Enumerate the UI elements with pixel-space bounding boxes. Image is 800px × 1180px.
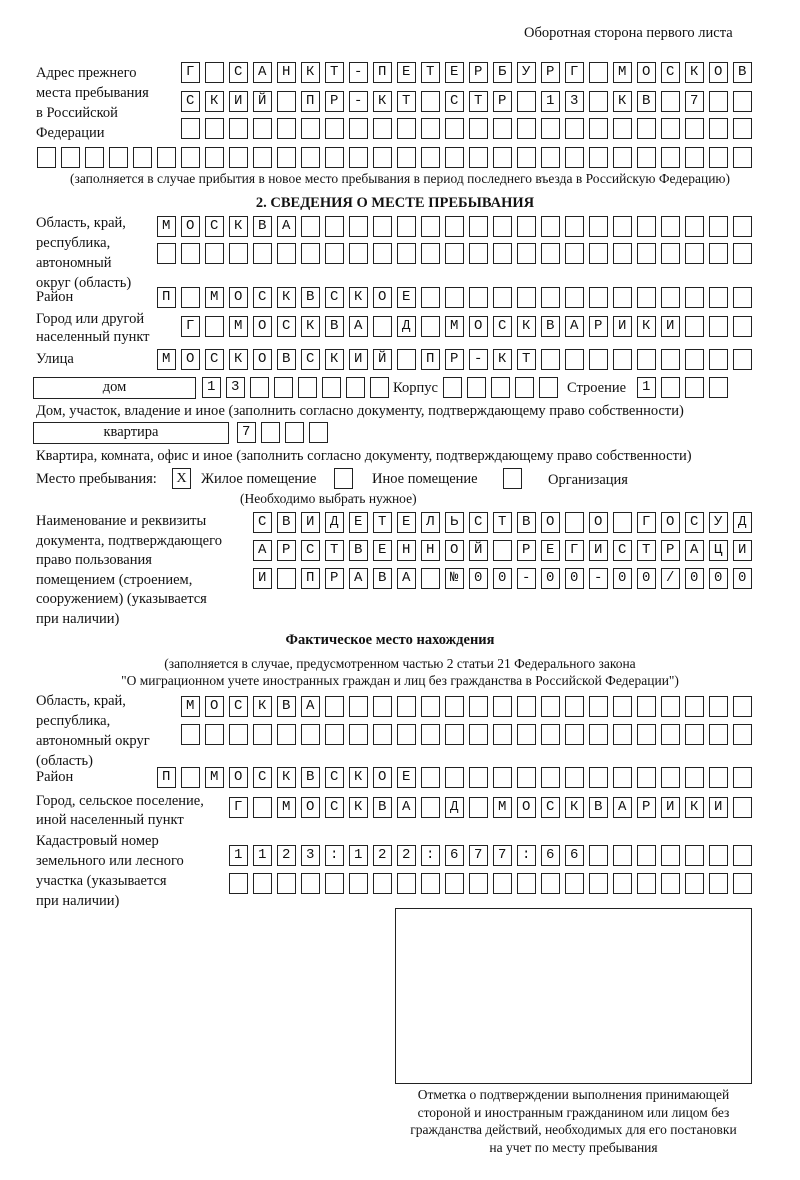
label-line: документа, подтверждающего — [36, 532, 222, 549]
region-row-2 — [157, 243, 757, 265]
actual-region-label — [36, 691, 150, 771]
row-value: 7 — [242, 424, 339, 440]
option-organization-label: Организация — [548, 472, 628, 488]
house-type-field[interactable]: дом — [33, 377, 196, 399]
actual-city-row — [229, 797, 763, 819]
cadastre-label — [36, 831, 184, 911]
document-row-3 — [253, 568, 763, 590]
row-value: П МОСКВСКОЕ — [162, 769, 763, 785]
label-line: населенный пункт — [36, 329, 150, 345]
building-label: Корпус — [393, 380, 438, 396]
label-line: сооружением) (указывается — [36, 591, 207, 607]
label-line: автономный — [36, 255, 112, 271]
row-value: СКИЙ ПР-КТ СТР 13 КВ 7 — [186, 93, 763, 109]
label-line: автономный округ — [36, 733, 150, 749]
actual-region-row-2 — [181, 724, 757, 746]
street-label: Улица — [36, 351, 74, 367]
house-number-row — [202, 377, 400, 399]
row-value: Г МОСКВА Д МОСКВАРИКИ — [186, 318, 763, 334]
option-organization-checkbox[interactable] — [503, 468, 522, 489]
prev-address-row-3 — [181, 118, 757, 140]
caption-line: Отметка о подтверждении выполнения принимающей — [417, 1087, 730, 1102]
row-value — [42, 147, 762, 168]
row-value: 13 — [207, 379, 400, 395]
options-note: (Необходимо выбрать нужное) — [240, 491, 417, 506]
building-row — [443, 377, 563, 399]
label-line: земельного или лесного — [36, 853, 184, 869]
structure-label: Строение — [567, 380, 627, 396]
actual-note-1: (заполняется в случае, предусмотренном частью 2 статьи 21 Федерального закона — [164, 656, 636, 671]
label-line: республика, — [36, 235, 111, 251]
row-value: АРСТВЕННОЙ РЕГИСТРАЦИ — [258, 542, 763, 558]
label-line: Кадастровый номер — [36, 833, 159, 849]
structure-row — [637, 377, 739, 399]
caption-line: на учет по месту пребывания — [489, 1139, 658, 1155]
label-line: Область, край, — [36, 693, 126, 709]
row-value: МОСКОВСКИЙ ПР-КТ — [162, 351, 763, 367]
row-value: 1123:122:677:66 — [234, 847, 763, 863]
cadastre-row-2 — [229, 873, 757, 895]
caption-line: стороной и иностранным гражданином или лицом без — [417, 1104, 730, 1120]
district-label: Район — [36, 289, 74, 305]
label-line: право пользования — [36, 552, 152, 568]
prev-address-label — [36, 63, 149, 143]
option-other-premises-checkbox[interactable] — [334, 468, 353, 489]
label-line: при наличии) — [36, 610, 120, 627]
prev-address-row-1 — [181, 62, 763, 84]
confirmation-stamp-box — [395, 908, 752, 1084]
row-value: СВИДЕТЕЛЬСТВО О ГОСУД — [258, 514, 763, 530]
street-row — [157, 349, 763, 371]
row-value: МОСКВА — [186, 698, 763, 714]
document-row-2 — [253, 540, 763, 562]
apartment-note: Квартира, комната, офис и иное (заполнить согласно документу, подтверждающему право собственности) — [36, 448, 692, 464]
label-line: Адрес прежнего — [36, 65, 137, 81]
page-header: Оборотная сторона первого листа — [524, 25, 733, 41]
row-value — [186, 724, 762, 745]
label-line: при наличии) — [36, 893, 120, 909]
confirmation-caption — [395, 1086, 752, 1156]
label-line: Область, край, — [36, 215, 126, 231]
prev-address-row-2 — [181, 91, 763, 113]
label-line: Наименование и реквизиты — [36, 513, 207, 529]
row-value — [186, 118, 762, 139]
actual-note-2: "О миграционном учете иностранных граждан и лиц без гражданства в Российской Федерации") — [121, 673, 679, 688]
apartment-number-row — [237, 422, 339, 444]
actual-location-title: Фактическое место нахождения — [285, 632, 495, 648]
district-row — [157, 287, 763, 309]
region-label — [36, 213, 131, 293]
city-row — [181, 316, 763, 338]
row-value: МОСКВА — [162, 218, 763, 234]
row-value — [234, 873, 762, 894]
stay-label: Место пребывания: — [36, 471, 157, 487]
actual-region-row-1 — [181, 696, 763, 718]
row-value — [162, 243, 762, 264]
row-value: Г МОСКВА Д МОСКВАРИКИ — [234, 799, 763, 815]
row-value: И ПРАВА №00-00-00/000 — [258, 570, 763, 586]
label-line: участка (указывается — [36, 873, 167, 889]
label-line: Город, сельское поселение, — [36, 793, 204, 809]
document-row-1 — [253, 512, 763, 534]
region-row-1 — [157, 216, 763, 238]
prev-address-row-4 — [37, 147, 757, 169]
document-label — [36, 512, 222, 629]
section-2-title: 2. СВЕДЕНИЯ О МЕСТЕ ПРЕБЫВАНИЯ — [255, 195, 535, 211]
label-line: иной населенный пункт — [36, 812, 184, 828]
label-line: места пребывания — [36, 85, 149, 101]
label-line: (область) — [36, 753, 93, 769]
actual-city-label — [36, 792, 204, 830]
label-line: Федерации — [36, 125, 105, 141]
prev-address-note: (заполняется в случае прибытия в новое место пребывания в период последнего въезда в Российскую Федерацию) — [69, 171, 731, 186]
label-line: помещением (строением, — [36, 571, 193, 588]
house-note: Дом, участок, владение и иное (заполнить согласно документу, подтверждающему право собственности) — [36, 403, 684, 419]
row-value: 1 — [642, 379, 739, 395]
actual-district-label: Район — [36, 769, 74, 785]
city-label — [36, 310, 150, 346]
actual-district-row — [157, 767, 763, 789]
label-line: Город или другой — [36, 311, 145, 327]
label-line: республика, — [36, 713, 111, 729]
cadastre-row-1 — [229, 845, 763, 867]
label-line: округ (область) — [36, 275, 132, 291]
row-value: П МОСКВСКОЕ — [162, 289, 763, 305]
row-value — [448, 377, 568, 398]
option-other-premises-label: Иное помещение — [372, 471, 478, 487]
apartment-type-field[interactable]: квартира — [33, 422, 229, 444]
label-line: в Российской — [36, 105, 118, 121]
option-residential-label: Жилое помещение — [201, 471, 317, 487]
row-value: Г САНКТ-ПЕТЕРБУРГ МОСКОВ — [186, 64, 763, 80]
caption-line: гражданства действий, необходимых для его постановки — [410, 1122, 737, 1137]
option-residential-checkbox[interactable]: X — [172, 468, 191, 489]
